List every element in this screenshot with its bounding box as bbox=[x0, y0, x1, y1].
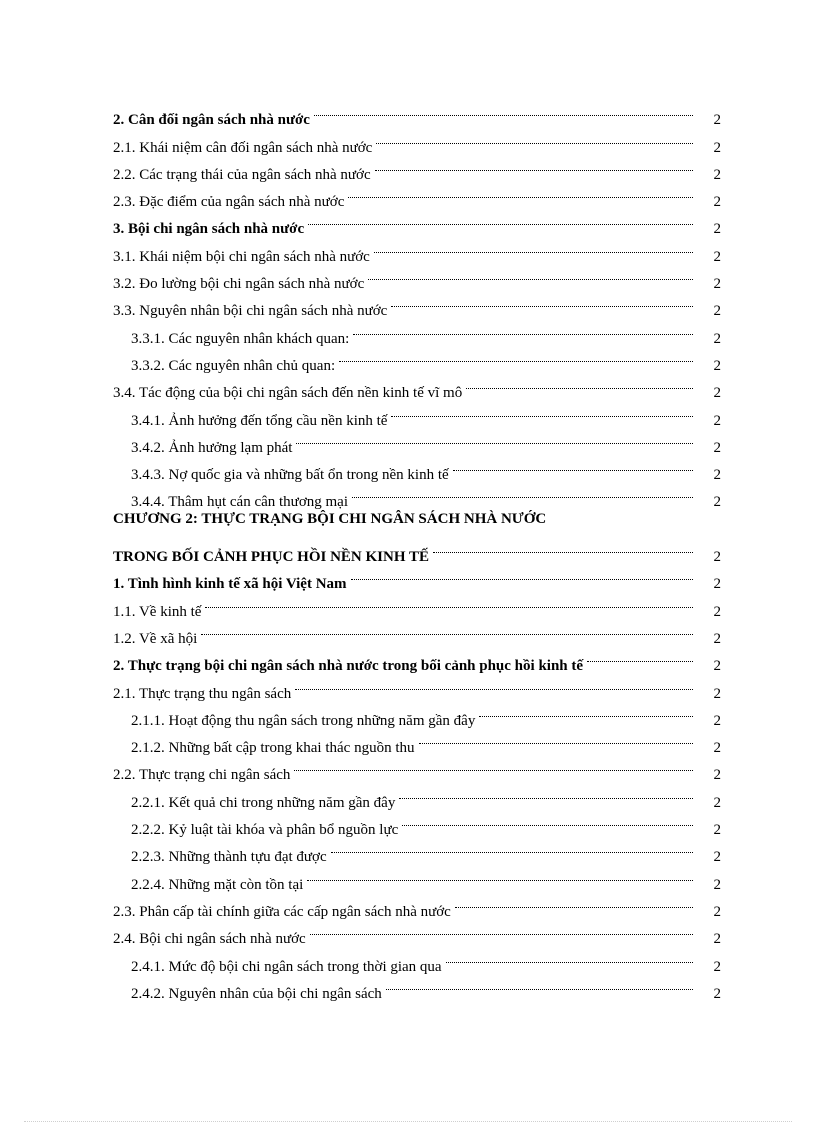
dot-leader bbox=[419, 725, 694, 752]
toc-entry-title: 3.3. Nguyên nhân bội chi ngân sách nhà nước bbox=[113, 303, 388, 320]
toc-group-1 bbox=[113, 97, 721, 511]
dot-leader bbox=[296, 425, 693, 452]
dot-leader bbox=[368, 261, 693, 288]
toc-entry-title: 2.2.1. Kết quả chi trong những năm gần đây bbox=[131, 794, 396, 811]
page-number: 2 bbox=[713, 439, 721, 456]
toc-entry-title: 2.2. Các trạng thái của ngân sách nhà nước bbox=[113, 166, 371, 183]
dot-leader bbox=[587, 643, 693, 670]
page-number: 2 bbox=[713, 494, 721, 511]
page-number: 2 bbox=[713, 330, 721, 347]
toc-entry-title: 2.3. Phân cấp tài chính giữa các cấp ngân sách nhà nước bbox=[113, 903, 451, 920]
toc-entry-title: 3.4.2. Ảnh hưởng lạm phát bbox=[131, 439, 293, 456]
toc-group-2 bbox=[113, 561, 721, 1002]
toc-entry-title: 2.2.2. Kỷ luật tài khóa và phân bổ nguồn lực bbox=[131, 822, 399, 839]
dot-leader bbox=[399, 779, 693, 806]
dot-leader bbox=[310, 916, 693, 943]
page-number: 2 bbox=[713, 467, 721, 484]
dot-leader bbox=[402, 807, 693, 834]
dot-leader bbox=[294, 752, 693, 779]
toc-entry-title: 2.3. Đặc điểm của ngân sách nhà nước bbox=[113, 194, 345, 211]
dot-leader bbox=[386, 971, 693, 998]
dot-leader bbox=[466, 370, 693, 397]
page-number: 2 bbox=[713, 549, 721, 566]
page-number: 2 bbox=[713, 767, 721, 784]
page-number: 2 bbox=[713, 630, 721, 647]
toc-entry-title: 2. Cân đối ngân sách nhà nước bbox=[113, 112, 310, 129]
dot-leader bbox=[339, 343, 693, 370]
page-number: 2 bbox=[713, 931, 721, 948]
page-number: 2 bbox=[713, 357, 721, 374]
chapter-title-line-2: TRONG BỐI CẢNH PHỤC HỒI NỀN KINH TẾ bbox=[113, 549, 430, 566]
toc-entry-title: 2.2.3. Những thành tựu đạt được bbox=[131, 849, 327, 866]
page-number: 2 bbox=[713, 276, 721, 293]
dot-leader bbox=[375, 152, 693, 179]
dot-leader bbox=[352, 479, 693, 506]
toc-entry-title: 3.3.2. Các nguyên nhân chủ quan: bbox=[131, 357, 336, 374]
toc-entry-title: 2.1. Thực trạng thu ngân sách bbox=[113, 685, 292, 702]
toc-entry-title: 2.4.1. Mức độ bội chi ngân sách trong thời gian qua bbox=[131, 958, 442, 975]
toc-entry-title: 3.4.3. Nợ quốc gia và những bất ổn trong nền kinh tế bbox=[131, 467, 449, 484]
toc-entry-title: 2.1.1. Hoạt động thu ngân sách trong những năm gần đây bbox=[131, 712, 476, 729]
page-number: 2 bbox=[713, 822, 721, 839]
dot-leader bbox=[453, 452, 693, 479]
page-number: 2 bbox=[713, 685, 721, 702]
toc-entry-title: 2.1. Khái niệm cân đối ngân sách nhà nước bbox=[113, 139, 373, 156]
page-bottom-border bbox=[24, 1121, 792, 1122]
dot-leader bbox=[391, 288, 693, 315]
dot-leader bbox=[308, 206, 693, 233]
page-number: 2 bbox=[713, 876, 721, 893]
page-number: 2 bbox=[713, 794, 721, 811]
chapter-heading bbox=[113, 506, 721, 566]
toc-entry-title: 3.4.4. Thâm hụt cán cân thương mại bbox=[131, 494, 348, 511]
page-number: 2 bbox=[713, 385, 721, 402]
dot-leader bbox=[314, 97, 693, 124]
dot-leader bbox=[376, 124, 693, 151]
page-number: 2 bbox=[713, 958, 721, 975]
dot-leader bbox=[455, 889, 693, 916]
toc-entry-title: 2.4.2. Nguyên nhân của bội chi ngân sách bbox=[131, 985, 382, 1002]
toc-entry-title: 3. Bội chi ngân sách nhà nước bbox=[113, 221, 305, 238]
page-number: 2 bbox=[713, 112, 721, 129]
page-number: 2 bbox=[713, 303, 721, 320]
dot-leader bbox=[446, 943, 693, 970]
page-number: 2 bbox=[713, 221, 721, 238]
toc-entry-title: 2.2.4. Những mặt còn tồn tại bbox=[131, 876, 304, 893]
dot-leader bbox=[331, 834, 693, 861]
toc-entry-title: 2. Thực trạng bội chi ngân sách nhà nước trong bối cảnh phục hồi kinh tế bbox=[113, 658, 584, 675]
toc-entry-title: 1.1. Về kinh tế bbox=[113, 603, 202, 620]
toc-entry-title: 3.4.1. Ảnh hưởng đến tổng cầu nền kinh tế bbox=[131, 412, 388, 429]
toc-entry-title: 2.4. Bội chi ngân sách nhà nước bbox=[113, 931, 306, 948]
dot-leader bbox=[433, 534, 693, 561]
toc-entry-title: 1. Tình hình kinh tế xã hội Việt Nam bbox=[113, 576, 347, 593]
page-number: 2 bbox=[713, 194, 721, 211]
page-number: 2 bbox=[713, 740, 721, 757]
page-number: 2 bbox=[713, 412, 721, 429]
dot-leader bbox=[307, 861, 693, 888]
toc-entry-title: 3.4. Tác động của bội chi ngân sách đến nền kinh tế vĩ mô bbox=[113, 385, 463, 402]
toc-entry[interactable] bbox=[113, 643, 721, 675]
toc-entry-title: 3.2. Đo lường bội chi ngân sách nhà nước bbox=[113, 276, 365, 293]
toc-entry-title: 3.3.1. Các nguyên nhân khách quan: bbox=[131, 330, 350, 347]
page-number: 2 bbox=[713, 576, 721, 593]
page-number: 2 bbox=[713, 658, 721, 675]
page-number: 2 bbox=[713, 166, 721, 183]
toc-entry-title: 2.2. Thực trạng chi ngân sách bbox=[113, 767, 291, 784]
page-number: 2 bbox=[713, 603, 721, 620]
toc-entry[interactable] bbox=[113, 616, 721, 647]
dot-leader bbox=[351, 561, 693, 588]
page-number: 2 bbox=[713, 903, 721, 920]
dot-leader bbox=[348, 179, 693, 206]
toc-entry[interactable] bbox=[113, 97, 721, 129]
toc-entry-title: 3.1. Khái niệm bội chi ngân sách nhà nước bbox=[113, 248, 370, 265]
dot-leader bbox=[205, 588, 693, 615]
dot-leader bbox=[479, 698, 693, 725]
chapter-title-line-2-row[interactable] bbox=[113, 534, 721, 566]
page-number: 2 bbox=[713, 985, 721, 1002]
dot-leader bbox=[374, 233, 693, 260]
dot-leader bbox=[295, 670, 693, 697]
page-number: 2 bbox=[713, 712, 721, 729]
chapter-title-line-1: CHƯƠNG 2: THỰC TRẠNG BỘI CHI NGÂN SÁCH NHÀ NƯỚC bbox=[113, 511, 547, 528]
dot-leader bbox=[201, 616, 693, 643]
table-of-contents bbox=[113, 97, 721, 1002]
page-number: 2 bbox=[713, 849, 721, 866]
toc-entry-title: 1.2. Về xã hội bbox=[113, 630, 198, 647]
dot-leader bbox=[391, 397, 693, 424]
page-number: 2 bbox=[713, 139, 721, 156]
toc-entry-title: 2.1.2. Những bất cập trong khai thác nguồn thu bbox=[131, 740, 415, 757]
page-number: 2 bbox=[713, 248, 721, 265]
dot-leader bbox=[353, 315, 693, 342]
